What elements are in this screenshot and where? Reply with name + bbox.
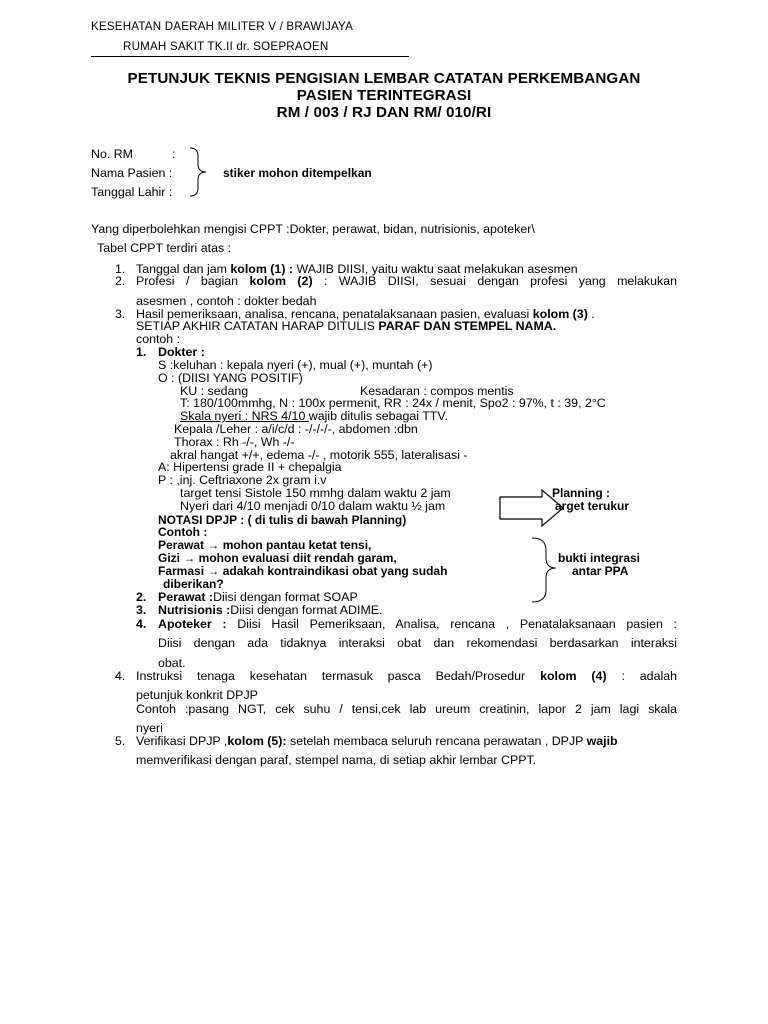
soap-a: A: Hipertensi grade II + chepalgia <box>158 460 342 474</box>
colon-no-rm: : <box>172 147 176 161</box>
table-consists: Tabel CPPT terdiri atas : <box>97 241 232 255</box>
label-nama-pasien: Nama Pasien : <box>91 166 173 180</box>
header-line-2: RUMAH SAKIT TK.II dr. SOEPRAOEN <box>123 40 329 53</box>
item-5-text: Verifikasi DPJP ,kolom (5): setelah membaca seluruh rencana perawatan , DPJP wajib <box>136 734 618 748</box>
item-3-note: SETIAP AKHIR CATATAN HARAP DITULIS PARAF DAN STEMPEL NAMA. <box>136 319 557 333</box>
perawat-instruction: Perawat → mohon pantau ketat tensi, <box>158 538 372 552</box>
perawat-number: 2. <box>136 590 147 604</box>
item-1-text: Tanggal dan jam kolom (1) : WAJIB DIISI, yaitu waktu saat melakukan asesmen <box>136 262 578 276</box>
soap-o: O : (DIISI YANG POSITIF) <box>158 371 303 385</box>
item-5-number: 5. <box>115 734 126 748</box>
farmasi-instruction-cont: diberikan? <box>163 577 224 591</box>
thorax: Thorax : Rh -/-, Wh -/- <box>174 435 295 449</box>
item-3-example-label: contoh : <box>136 332 181 346</box>
kepala-leher: Kepala /Leher : a/i/c/d : -/-/-/-, abdomen :dbn <box>174 422 418 436</box>
item-4-example-cont: nyeri <box>136 721 163 735</box>
apoteker-format-end: obat. <box>158 656 186 670</box>
target-nyeri: Nyeri dari 4/10 menjadi 0/10 dalam waktu ½ jam <box>180 499 446 513</box>
nutrisionis-number: 3. <box>136 603 147 617</box>
nutrisionis-format: Nutrisionis :Diisi dengan format ADIME. <box>158 603 383 617</box>
doc-title-line-2: PASIEN TERINTEGRASI <box>296 87 472 104</box>
apoteker-number: 4. <box>136 617 147 631</box>
notasi-dpjp: NOTASI DPJP : ( di tulis di bawah Planning) <box>158 513 407 527</box>
dokter-label: Dokter : <box>158 345 205 359</box>
doc-title-line-1: PETUNJUK TEKNIS PENGISIAN LEMBAR CATATAN PERKEMBANGAN <box>127 70 641 87</box>
item-3-number: 3. <box>115 307 126 321</box>
allowed-fillers: Yang diperbolehkan mengisi CPPT :Dokter, perawat, bidan, nutrisionis, apoteker\ <box>91 222 535 236</box>
contoh-label: Contoh : <box>158 525 208 539</box>
kesadaran: Kesadaran : compos mentis <box>360 384 514 398</box>
akral: akral hangat +/+, edema -/- , motorik 555, lateralisasi - <box>170 448 468 462</box>
apoteker-format: Apoteker : Diisi Hasil Pemeriksaan, Analisa, rencana , Penatalaksanaan pasien : <box>158 617 677 631</box>
planning-label: Planning : <box>552 486 610 500</box>
item-4-text-cont: petunjuk konkrit DPJP <box>136 688 258 702</box>
item-4-text: Instruksi tenaga kesehatan termasuk pasca Bedah/Prosedur kolom (4) : adalah <box>136 669 677 683</box>
soap-s: S :keluhan : kepala nyeri (+), mual (+), muntah (+) <box>158 358 433 372</box>
item-3-text: Hasil pemeriksaan, analisa, rencana, penatalaksanaan pasien, evaluasi kolom (3) . <box>136 307 595 321</box>
pain-scale: Skala nyeri : NRS 4/10 wajib ditulis sebagai TTV. <box>180 409 448 423</box>
doc-title-line-3: RM / 003 / RJ DAN RM/ 010/RI <box>276 104 492 121</box>
apoteker-format-cont: Diisi dengan ada tidaknya interaksi obat dan rekomendasi berdasarkan interaksi <box>158 636 677 650</box>
label-no-rm: No. RM <box>91 147 133 161</box>
target-tensi: target tensi Sistole 150 mmhg dalam waktu 2 jam <box>180 486 451 500</box>
farmasi-instruction: Farmasi → adakah kontraindikasi obat yang sudah <box>158 564 448 578</box>
item-2-text: Profesi / bagian kolom (2) : WAJIB DIISI, sesuai dengan profesi yang melakukan <box>136 274 677 288</box>
item-5-text-cont: memverifikasi dengan paraf, stempel nama, di setiap akhir lembar CPPT. <box>136 753 537 767</box>
item-4-example: Contoh :pasang NGT, cek suhu / tensi,cek lab ureum creatinin, lapor 2 jam lagi skala <box>136 702 677 716</box>
label-tanggal-lahir: Tanggal Lahir : <box>91 185 173 199</box>
gizi-instruction: Gizi → mohon evaluasi diit rendah garam, <box>158 551 397 565</box>
vital-signs: T: 180/100mmhg, N : 100x permenit, RR : 24x / menit, Spo2 : 97%, t : 39, 2°C <box>180 396 606 410</box>
item-1-number: 1. <box>115 262 126 276</box>
perawat-format: Perawat :Diisi dengan format SOAP <box>158 590 358 604</box>
item-4-number: 4. <box>115 669 126 683</box>
antar-ppa: antar PPA <box>572 564 629 578</box>
ku-sedang: KU : sedang <box>180 384 249 398</box>
target-terukur-label: arget terukur <box>555 499 630 513</box>
dokter-number: 1. <box>136 345 147 359</box>
item-2-number: 2. <box>115 274 126 288</box>
soap-p: P : ,inj. Ceftriaxone 2x gram i.v <box>158 473 327 487</box>
sticker-note: stiker mohon ditempelkan <box>223 166 372 180</box>
bukti-integrasi: bukti integrasi <box>558 551 641 565</box>
header-line-1: KESEHATAN DAERAH MILITER V / BRAWIJAYA <box>91 20 354 33</box>
item-2-text-cont: asesmen , contoh : dokter bedah <box>136 294 317 308</box>
